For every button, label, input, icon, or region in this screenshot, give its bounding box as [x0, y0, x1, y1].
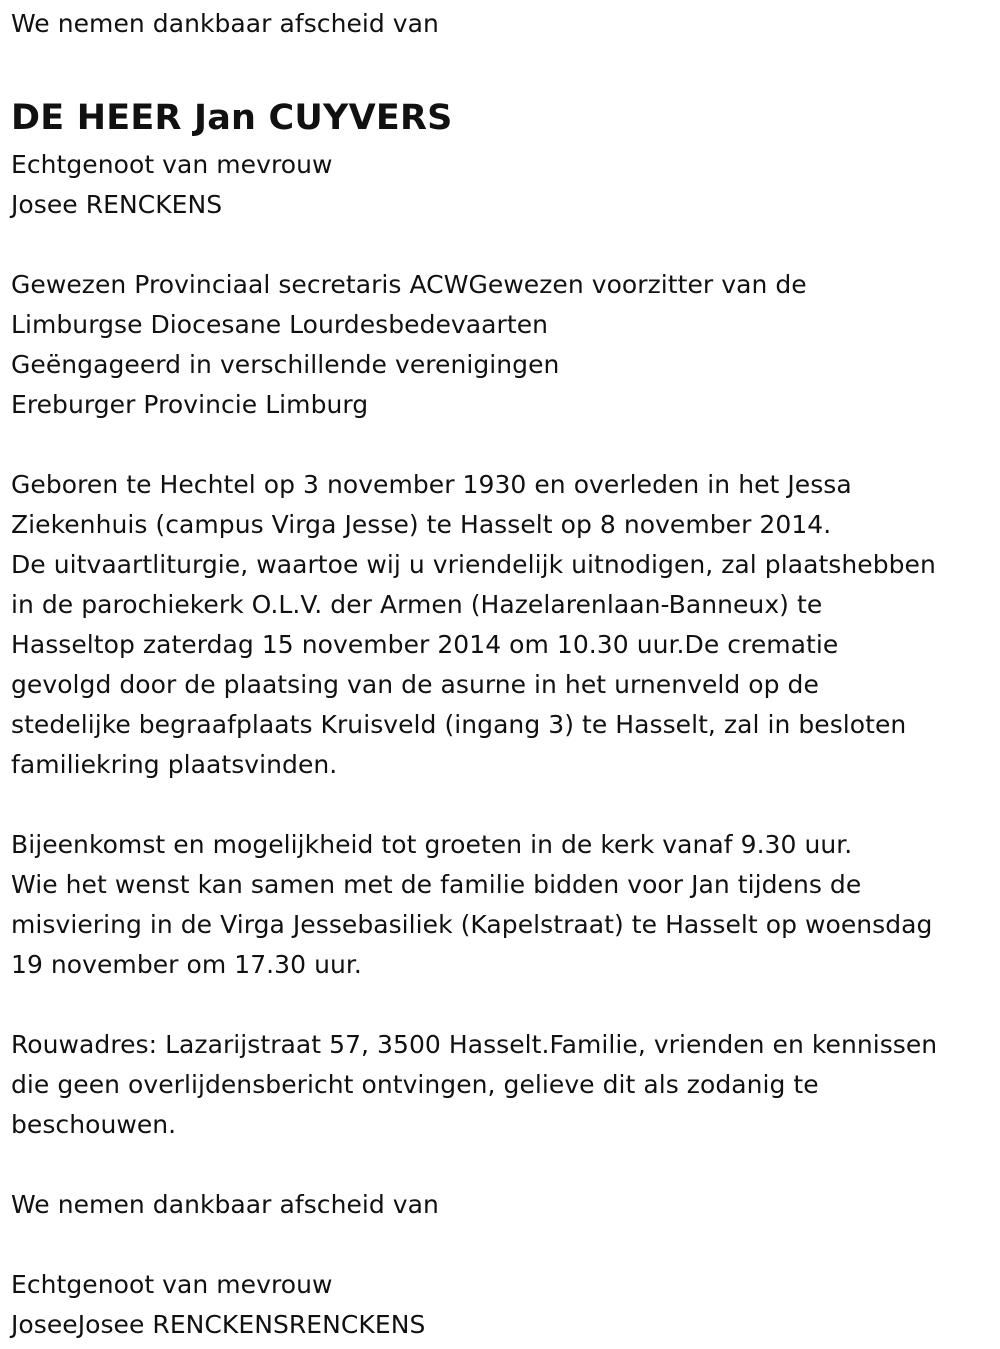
announcement-line: in de parochiekerk O.L.V. der Armen (Hazelarenlaan-Banneux) te	[11, 590, 823, 619]
announcement-line: Geboren te Hechtel op 3 november 1930 en overleden in het Jessa	[11, 470, 852, 499]
gathering-line: Bijeenkomst en mogelijkheid tot groeten in de kerk vanaf 9.30 uur.	[11, 830, 853, 859]
address-line: Rouwadres: Lazarijstraat 57, 3500 Hasselt.Familie, vrienden en kennissen	[11, 1030, 938, 1059]
function-line: Limburgse Diocesane Lourdesbedevaarten	[11, 310, 549, 339]
closing-intro-line: We nemen dankbaar afscheid van	[11, 1190, 439, 1219]
address-line: die geen overlijdensbericht ontvingen, gelieve dit als zodanig te	[11, 1070, 819, 1099]
gathering-line: 19 november om 17.30 uur.	[11, 950, 362, 979]
spacer	[11, 425, 996, 465]
gathering-line: Wie het wenst kan samen met de familie bidden voor Jan tijdens de	[11, 870, 862, 899]
announcement-line: stedelijke begraafplaats Kruisveld (ingang 3) te Hasselt, zal in besloten	[11, 710, 907, 739]
function-line: Gewezen Provinciaal secretaris ACWGewezen voorzitter van de	[11, 270, 807, 299]
spacer	[11, 1225, 996, 1265]
spouse-name: Josee RENCKENS	[11, 190, 223, 219]
intro-line: We nemen dankbaar afscheid van	[11, 9, 439, 38]
spacer	[11, 225, 996, 265]
announcement-line: familiekring plaatsvinden.	[11, 750, 338, 779]
closing-spouse-name: JoseeJosee RENCKENSRENCKENS	[11, 1310, 426, 1339]
address-line: beschouwen.	[11, 1110, 177, 1139]
announcement-line: Ziekenhuis (campus Virga Jesse) te Hasselt op 8 november 2014.	[11, 510, 832, 539]
spouse-line: Echtgenoot van mevrouw	[11, 150, 333, 179]
closing-spouse-line: Echtgenoot van mevrouw	[11, 1270, 333, 1299]
functions-block	[11, 265, 996, 425]
deceased-name: DE HEER Jan CUYVERS	[11, 98, 453, 138]
gathering-block	[11, 825, 996, 985]
spacer	[11, 985, 996, 1025]
function-line: Ereburger Provincie Limburg	[11, 390, 369, 419]
announcement-line: De uitvaartliturgie, waartoe wij u vriendelijk uitnodigen, zal plaatshebben	[11, 550, 936, 579]
announcement-line: Hasseltop zaterdag 15 november 2014 om 10.30 uur.De crematie	[11, 630, 839, 659]
function-line: Geëngageerd in verschillende verenigingen	[11, 350, 560, 379]
announcement-line: gevolgd door de plaatsing van de asurne in het urnenveld op de	[11, 670, 819, 699]
address-block	[11, 1025, 996, 1145]
gathering-line: misviering in de Virga Jessebasiliek (Kapelstraat) te Hasselt op woensdag	[11, 910, 933, 939]
obituary-document	[11, 0, 996, 1345]
announcement-block	[11, 465, 996, 785]
spacer	[11, 1145, 996, 1185]
spacer	[11, 785, 996, 825]
